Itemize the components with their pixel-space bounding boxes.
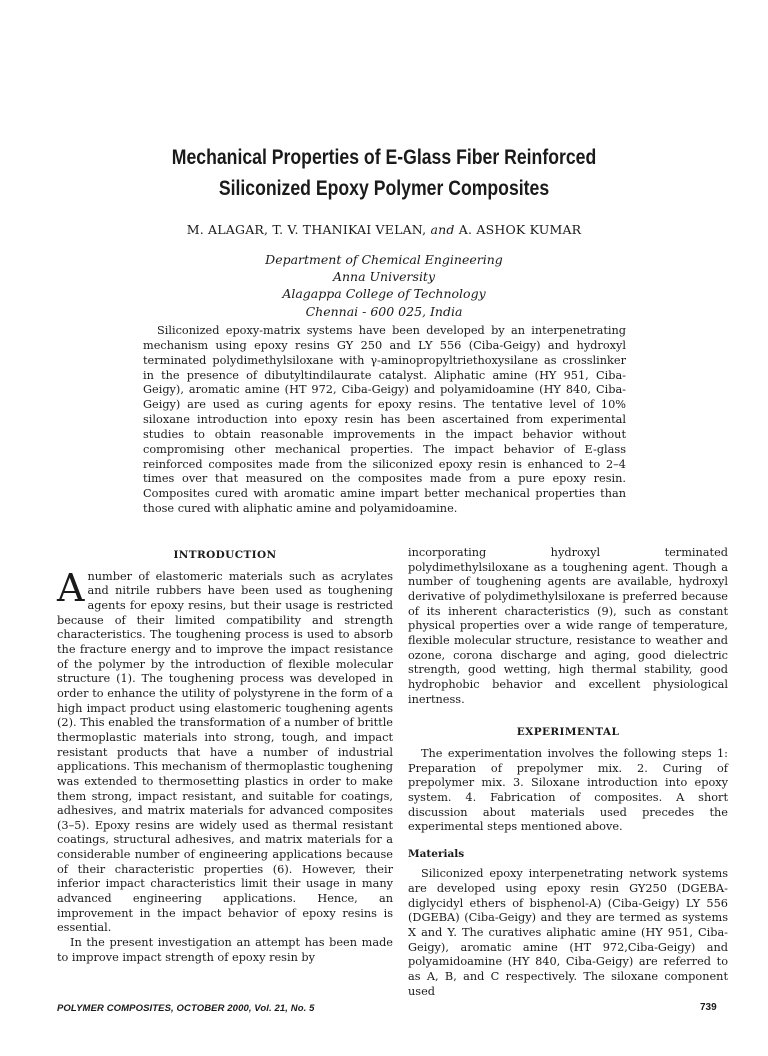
drop-cap: A <box>57 565 85 610</box>
authors-last: A. ASHOK KUMAR <box>458 222 582 237</box>
paper-title <box>162 142 606 204</box>
affiliation <box>0 251 768 320</box>
experimental-heading: EXPERIMENTAL <box>516 726 620 739</box>
intro-paragraph-1-text: number of elastomeric materials such as acrylates and nitrile rubbers have been used as toughening agents for epoxy resins, but their usage is restricted because of their limited compatibility and strength characteristics. The toughening process is used to absorb the fracture energy and to improve the impact resistance of the polymer by the introduction of flexible molecular structure (1). The toughening process was developed in order to enhance the utility of polystyrene in the form of a high impact product using elastomeric toughening agents (2). This enabled the transformation of a number of brittle thermoplastic materials into strong, tough, and impact resistant products that have a number of industrial applications. This mechanism of thermoplastic toughening was extended to thermosetting plastics in order to make them strong, impact resistant, and suitable for coatings, adhesives, and matrix materials for advanced composites (3–5). Epoxy resins are widely used as thermal resistant coatings, structural adhesives, and matrix materials for a considerable number of engineering applications because of their characteristic properties (6). However, their inferior impact characteristics limit their usage in many advanced engineering applications. Hence, an improvement in the impact behavior of epoxy resins is essential. <box>57 569 393 935</box>
page-number: 739 <box>700 1002 717 1013</box>
title-line-2: Siliconized Epoxy Polymer Composites <box>218 177 550 200</box>
experimental-paragraph-1: The experimentation involves the following steps 1: Preparation of prepolymer mix. 2. Curing of prepolymer mix. 3. Siloxane introduction into epoxy system. 4. Fabrication of composites. A short discussion about materials used precedes the experimental steps mentioned above. <box>408 746 728 834</box>
intro-paragraph-3: incorporating hydroxyl terminated polydimethylsiloxane as a toughening agent. Though a number of toughening agents are available, hydroxyl derivative of polydimethylsiloxane is preferred because of its inherent characteristics (9), such as constant physical properties over a wide range of temperature, flexible molecular structure, resistance to weather and ozone, corona discharge and aging, good dielectric strength, good wetting, high thermal stability, good hydrophobic behavior and excellent physiological inertness. <box>408 546 728 706</box>
abstract: Siliconized epoxy-matrix systems have been developed by an interpenetrating mechanism using epoxy resins GY 250 and LY 556 (Ciba-Geigy) and hydroxyl terminated polydimethylsiloxane with γ-aminopropyltriethoxysilane as crosslinker in the presence of dibutyltindilaurate catalyst. Aliphatic amine (HY 951, Ciba-Geigy), aromatic amine (HT 972, Ciba-Geigy) and polyamidoamine (HY 840, Ciba-Geigy) are used as curing agents for epoxy resins. The tentative level of 10% siloxane introduction into epoxy resin has been ascertained from experimental studies to obtain reasonable improvements in the impact behavior without compromising other mechanical properties. The impact behavior of E-glass reinforced composites made from the siliconized epoxy resin is enhanced to 2–4 times over that measured on the composites made from a pure epoxy resin. Composites cured with aromatic amine impart better mechanical properties than those cured with aliphatic amine and polyamidoamine. <box>143 324 626 516</box>
intro-paragraph-1 <box>57 565 393 936</box>
materials-heading: Materials <box>408 847 465 860</box>
right-column <box>408 546 728 999</box>
author-list <box>0 222 768 237</box>
intro-paragraph-2: In the present investigation an attempt has been made to improve impact strength of epoxy resin by <box>57 936 393 964</box>
journal-footer: POLYMER COMPOSITES, OCTOBER 2000, Vol. 21, No. 5 <box>57 1003 315 1014</box>
authors-and: and <box>430 222 455 237</box>
authors-first: M. ALAGAR, T. V. THANIKAI VELAN, <box>186 222 427 237</box>
affiliation-college: Alagappa College of Technology <box>282 286 486 302</box>
affiliation-department: Department of Chemical Engineering <box>265 252 503 267</box>
introduction-heading: INTRODUCTION <box>173 549 277 561</box>
title-line-1: Mechanical Properties of E-Glass Fiber Reinforced <box>171 146 597 169</box>
materials-paragraph: Siliconized epoxy interpenetrating network systems are developed using epoxy resin GY250 (DGEBA-diglycidyl ethers of bisphenol-A) (Ciba-Geigy) LY 556 (DGEBA) (Ciba-Geigy) and they are termed as systems X and Y. The curatives aliphatic amine (HY 951, Ciba-Geigy), aromatic amine (HT 972,Ciba-Geigy) and polyamidoamine (HY 840, Ciba-Geigy) are referred to as A, B, and C respectively. The siloxane component used <box>408 867 728 998</box>
left-column <box>57 548 393 965</box>
affiliation-university: Anna University <box>332 269 436 285</box>
affiliation-city: Chennai - 600 025, India <box>305 303 463 319</box>
